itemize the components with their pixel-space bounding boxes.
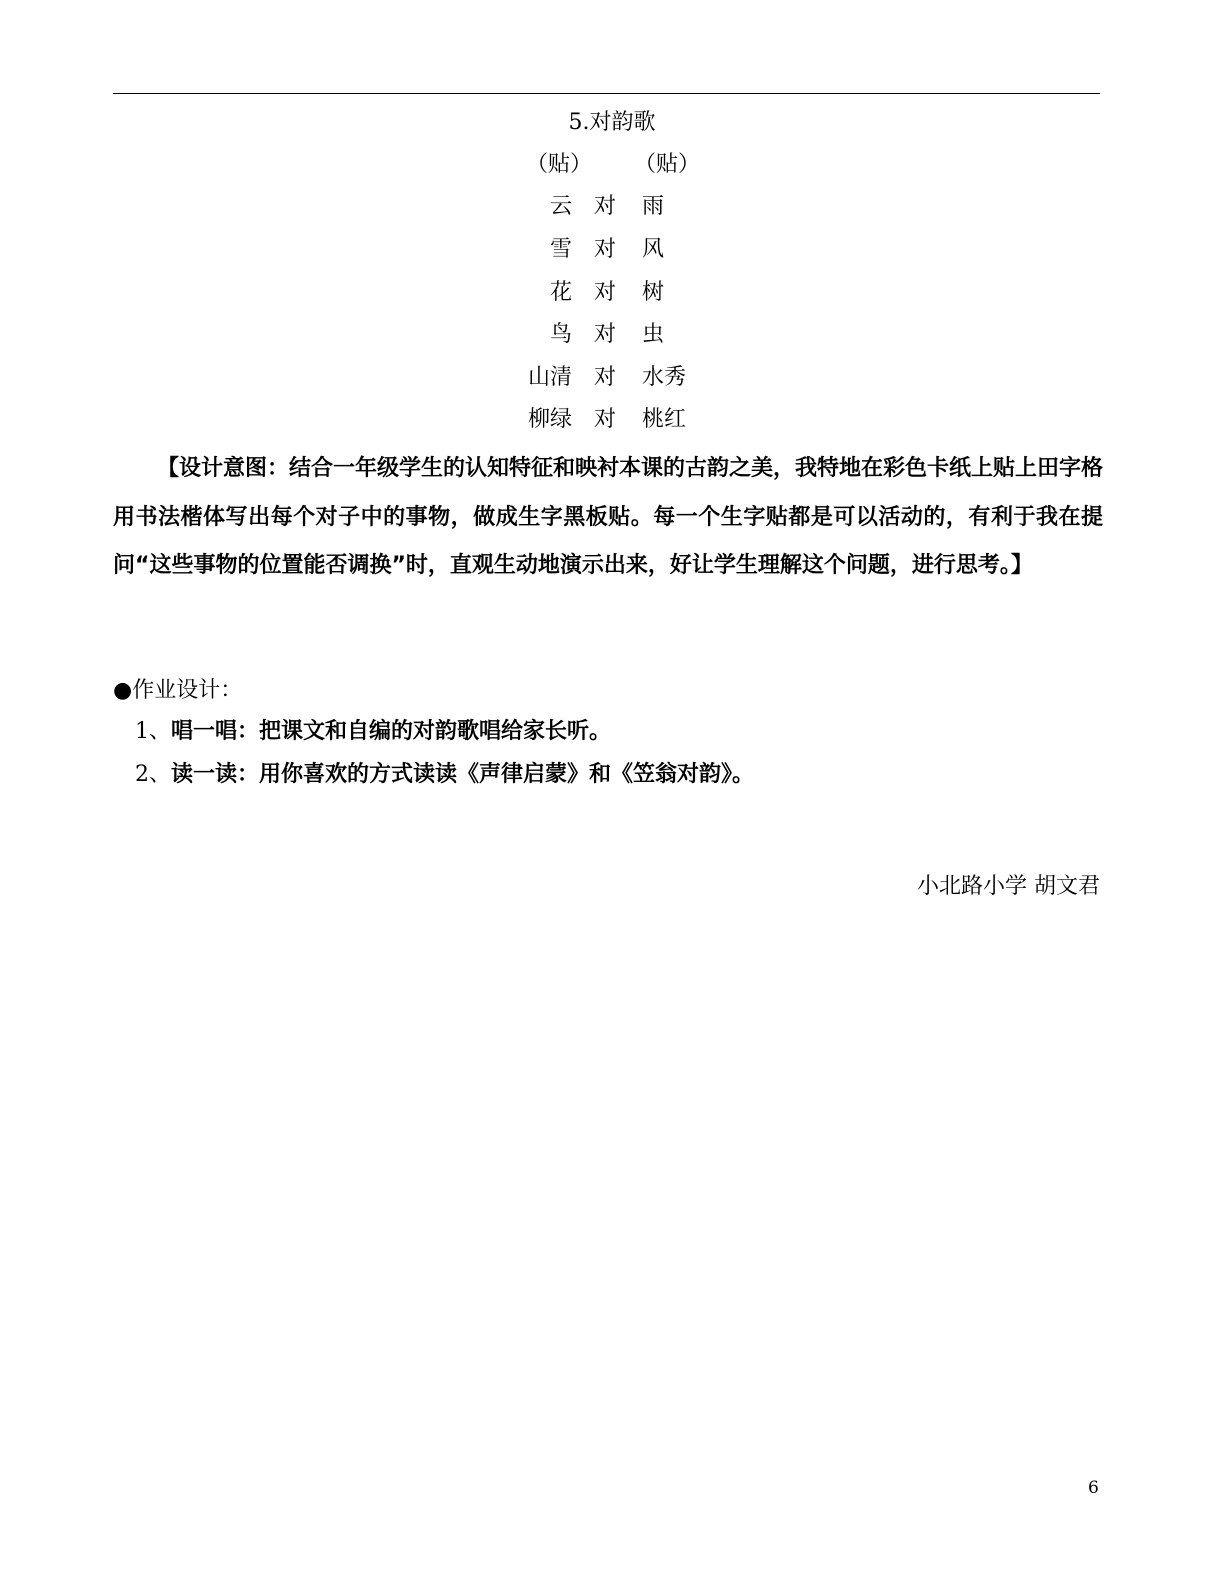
author-signature: 小北路小学 胡文君 (917, 874, 1100, 899)
pair-connector: 对 (594, 280, 617, 305)
pair-connector: 对 (594, 407, 617, 432)
header-rule (113, 93, 1100, 94)
couplet-pair (0, 276, 1224, 310)
pair-left: 山清 (527, 365, 572, 390)
homework-item-text: 读一读：用你喜欢的方式读读《声律启蒙》和《笠翁对韵》。 (171, 762, 755, 787)
pair-right: 风 (642, 237, 665, 262)
design-intent-paragraph: 【设计意图：结合一年级学生的认知特征和映衬本课的古韵之美，我特地在彩色卡纸上贴上田字格用书法楷体写出每个对子中的事物，做成生字黑板贴。每一个生字贴都是可以活动的，有利于我在提问“这些事物的位置能否调换”时，直观生动地演示出来，好让学生理解这个问题，进行思考。】 (113, 456, 1104, 578)
pair-left: 柳绿 (527, 407, 572, 432)
homework-item-text: 唱一唱：把课文和自编的对韵歌唱给家长听。 (171, 719, 612, 744)
couplet-pair (0, 361, 1224, 395)
pair-right: 桃红 (642, 407, 687, 432)
pair-connector: 对 (594, 194, 617, 219)
homework-item (135, 715, 611, 749)
paste-tag-right: （贴） (634, 152, 701, 177)
pair-connector: 对 (594, 322, 617, 347)
pair-right: 水秀 (642, 365, 687, 390)
homework-item-number: 2、 (135, 762, 171, 787)
couplet-pair (0, 318, 1224, 352)
couplet-pair (0, 233, 1224, 267)
pair-left: 花 (549, 280, 572, 305)
paste-tag-left: （贴） (526, 152, 593, 177)
pair-left: 雪 (549, 237, 572, 262)
homework-item (135, 758, 754, 792)
page-number: 6 (1088, 1478, 1099, 1498)
homework-item-number: 1、 (135, 719, 171, 744)
pair-right: 雨 (642, 194, 665, 219)
couplet-pair (0, 403, 1224, 437)
pair-connector: 对 (594, 365, 617, 390)
lesson-title: 5.对韵歌 (568, 110, 656, 135)
pair-connector: 对 (594, 237, 617, 262)
pair-right: 树 (642, 280, 665, 305)
couplet-pair (0, 190, 1224, 224)
homework-heading: ●作业设计： (113, 678, 243, 703)
pair-right: 虫 (642, 322, 665, 347)
pair-left: 鸟 (549, 322, 572, 347)
pair-left: 云 (549, 194, 572, 219)
